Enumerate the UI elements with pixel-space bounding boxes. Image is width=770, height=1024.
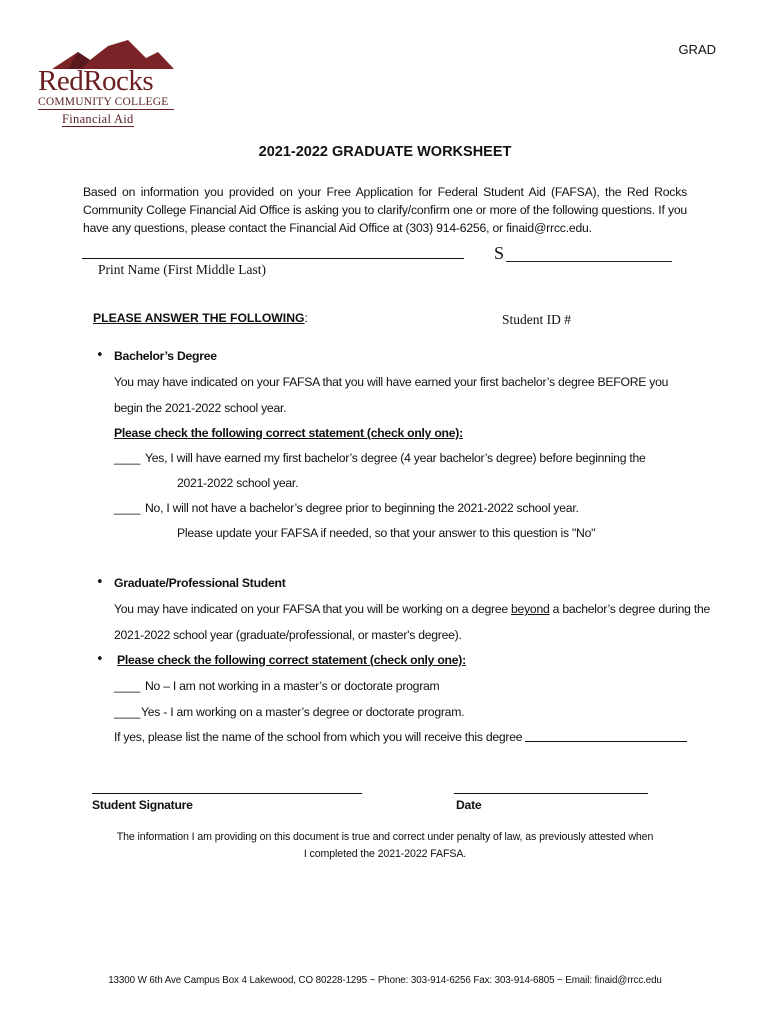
please-answer-colon: : [304, 311, 308, 325]
attestation [83, 829, 687, 863]
graduate-heading: Graduate/Professional Student [114, 576, 286, 590]
logo-name: RedRocks [38, 65, 154, 97]
school-name-line[interactable] [525, 741, 687, 742]
form-code: GRAD [678, 42, 716, 57]
bachelors-text-line1: You may have indicated on your FAFSA that you will have earned your first bachelor’s degree BEFORE you [114, 375, 669, 389]
bachelors-instruction: Please check the following correct statement (check only one): [114, 426, 463, 440]
bachelors-no-text: No, I will not have a bachelor’s degree prior to beginning the 2021-2022 school year. [145, 501, 579, 515]
bullet-icon: • [96, 575, 104, 590]
attestation-line2: I completed the 2021-2022 FAFSA. [303, 848, 467, 860]
school-prompt: If yes, please list the name of the school from which you will receive this degree [114, 730, 523, 744]
college-logo [38, 38, 178, 124]
graduate-text-line1 [114, 602, 710, 616]
logo-college: COMMUNITY COLLEGE [38, 95, 174, 110]
bullet-icon: • [96, 348, 104, 363]
graduate-yes-blank[interactable]: ____ [114, 705, 141, 719]
page-title: 2021-2022 GRADUATE WORKSHEET [258, 144, 512, 160]
please-answer-label: PLEASE ANSWER THE FOLLOWING [93, 311, 305, 325]
print-name-label: Print Name (First Middle Last) [98, 262, 266, 277]
bachelors-yes-blank[interactable]: ____ [114, 451, 141, 465]
bachelors-no-text-2: Please update your FAFSA if needed, so that your answer to this question is "No" [177, 526, 596, 540]
graduate-instruction: Please check the following correct statement (check only one): [117, 653, 466, 667]
bachelors-yes-text-2: 2021-2022 school year. [177, 476, 299, 490]
graduate-text-1c: a bachelor’s degree during the [549, 602, 711, 616]
bachelors-no-blank[interactable]: ____ [114, 501, 141, 515]
bachelors-text-line2: begin the 2021-2022 school year. [114, 401, 287, 415]
footer-contact: 13300 W 6th Ave Campus Box 4 Lakewood, CO 80228-1295 ~ Phone: 303-914-6256 Fax: 303-914-6805 ~ Email: finaid@rrcc.edu [108, 975, 662, 986]
student-id-line[interactable] [506, 261, 672, 262]
graduate-no-blank[interactable]: ____ [114, 679, 141, 693]
bullet-icon: • [96, 652, 104, 667]
date-label: Date [456, 798, 482, 812]
bachelors-heading: Bachelor’s Degree [114, 349, 217, 363]
print-name-line[interactable] [82, 258, 464, 259]
logo-department: Financial Aid [62, 112, 134, 126]
student-id-label: Student ID # [502, 312, 571, 327]
graduate-beyond: beyond [511, 602, 550, 616]
student-id-prefix: S [494, 243, 505, 263]
graduate-no-text: No – I am not working in a master’s or doctorate program [145, 679, 440, 693]
attestation-line1: The information I am providing on this document is true and correct under penalty of law, as previously attested when [116, 831, 654, 843]
signature-label: Student Signature [92, 798, 193, 812]
graduate-text-line2: 2021-2022 school year (graduate/professional, or master's degree). [114, 628, 462, 642]
intro-paragraph: Based on information you provided on your Free Application for Federal Student Aid (FAFSA), the Red Rocks Community College Financial Aid Office is asking you to clarify/confirm one or more of the following questions. If you have any questions, please contact the Financial Aid Office at (303) 914-6256, or finaid@rrcc.edu. [83, 185, 687, 235]
graduate-yes-text: Yes - I am working on a master’s degree or doctorate program. [141, 705, 465, 719]
signature-line[interactable] [92, 793, 362, 794]
graduate-text-1a: You may have indicated on your FAFSA that you will be working on a degree [114, 602, 512, 616]
date-line[interactable] [454, 793, 648, 794]
please-answer-heading [93, 311, 308, 325]
bachelors-yes-text: Yes, I will have earned my first bachelor’s degree (4 year bachelor’s degree) before beginning the [145, 451, 646, 465]
